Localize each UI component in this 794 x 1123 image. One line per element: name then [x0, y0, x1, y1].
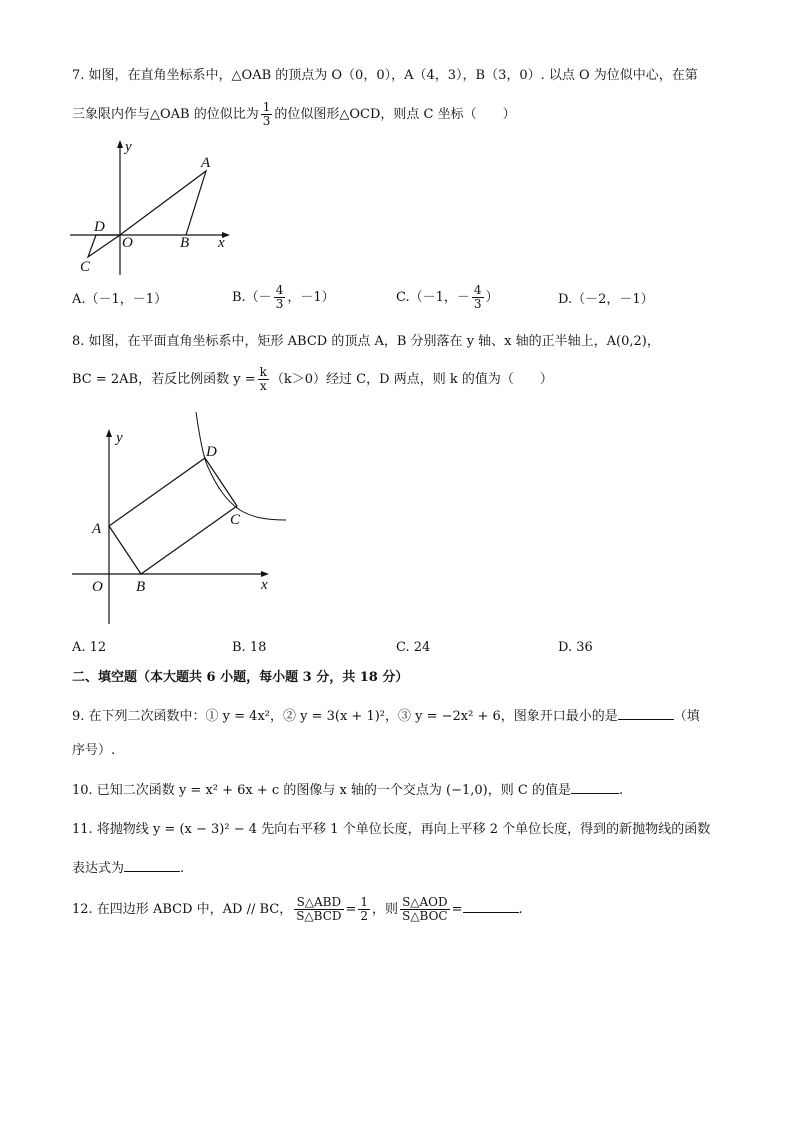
q8-figure [68, 410, 293, 630]
q7-label-x: x [218, 235, 225, 251]
q7-label-a: A [201, 155, 211, 171]
q8-line1: 8. 如图，在平面直角坐标系中，矩形 ABCD 的顶点 A，B 分别落在 y 轴、x 轴的正半轴上，A(0,2)， [72, 334, 660, 349]
q7-option-a[interactable]: A.（－1，－1） [72, 292, 168, 307]
q7-line1: 7. 如图，在直角坐标系中，△OAB 的顶点为 O（0，0），A（4，3），B（3，0）. 以点 O 为位似中心，在第 [72, 68, 698, 83]
q12-fraction-2: $\frac{1}{2}$ [360, 895, 369, 923]
q8-label-b: B [136, 579, 146, 595]
q7-triangle-ocd [88, 235, 120, 257]
q8-option-d[interactable]: D. 36 [558, 640, 593, 655]
q7-label-o: O [122, 235, 133, 251]
q7-line2 [72, 101, 516, 128]
q8-label-a: A [92, 521, 102, 537]
q9-answer-blank[interactable] [618, 705, 674, 720]
q9-line2: 序号）. [72, 743, 116, 758]
q8-y-arrow [106, 429, 112, 437]
q7-figure [68, 135, 238, 285]
q7-option-c[interactable]: C.（－1，－ $\frac{4}{3}$ ） [396, 283, 499, 311]
q7-ratio-fraction: $\frac{1}{3}$ [262, 100, 271, 128]
q12-answer-blank[interactable] [463, 898, 519, 913]
q8-label-x: x [261, 577, 268, 593]
q12-line: 12. 在四边形 ABCD 中，AD // BC， $\frac{\text{S△ABD}}{\text{S△BCD}}$ = $\frac{1}{2}$ ，则 $\frac{\text{S△AOD}}{\text{S△BOC}}$ = . [72, 895, 523, 923]
q8-label-c: C [230, 512, 241, 528]
q7-line2-start: 三象限内作与△OAB 的位似比为 [72, 107, 259, 122]
q8-option-c[interactable]: C. 24 [396, 640, 431, 655]
q8-option-a[interactable]: A. 12 [72, 640, 107, 655]
q7-label-d: D [94, 219, 105, 235]
section2-title: 二、填空题（本大题共 6 小题，每小题 3 分，共 18 分） [72, 670, 409, 685]
q12-fraction-1: $\frac{\text{S△ABD}}{\text{S△BCD}}$ [296, 895, 342, 923]
q7-triangle-oab [120, 171, 206, 235]
q9-line1: 9. 在下列二次函数中：① y = 4x²，② y = 3(x + 1)²，③ y = −2x² + 6，图象开口最小的是 （填 [72, 705, 700, 727]
q7-label-y: y [125, 139, 132, 155]
q10-answer-blank[interactable] [571, 779, 619, 794]
q8-label-o: O [92, 579, 103, 595]
q8-option-b[interactable]: B. 18 [232, 640, 267, 655]
q8-line2: BC = 2AB，若反比例函数 y = $\frac{k}{x}$ （k＞0）经过 C，D 两点，则 k 的值为（ ） [72, 365, 553, 393]
q11-line2: 表达式为 . [72, 857, 184, 879]
q8-k-fraction: $\frac{k}{x}$ [259, 365, 267, 393]
q7-option-d[interactable]: D.（－2，－1） [558, 292, 654, 307]
q10-line: 10. 已知二次函数 y = x² + 6x + c 的图像与 x 轴的一个交点为 (−1,0)，则 C 的值是 . [72, 779, 623, 801]
q7-line2-end: 的位似图形△OCD，则点 C 坐标（ ） [274, 107, 516, 122]
q7-option-b[interactable]: B.（－ $\frac{4}{3}$ ，－1） [232, 283, 335, 311]
q8-label-d: D [206, 444, 217, 460]
q12-fraction-3: $\frac{\text{S△AOD}}{\text{S△BOC}}$ [402, 895, 448, 923]
q11-answer-blank[interactable] [124, 857, 180, 872]
q7-label-b: B [180, 235, 190, 251]
q8-rectangle-abcd [109, 458, 237, 574]
q8-label-y: y [116, 430, 123, 446]
q7-y-arrow [117, 140, 123, 148]
q7-label-c: C [80, 259, 91, 275]
q8-hyperbola [196, 412, 286, 520]
q11-line1: 11. 将抛物线 y = (x − 3)² − 4 先向右平移 1 个单位长度，再向上平移 2 个单位长度，得到的新抛物线的函数 [72, 822, 711, 837]
